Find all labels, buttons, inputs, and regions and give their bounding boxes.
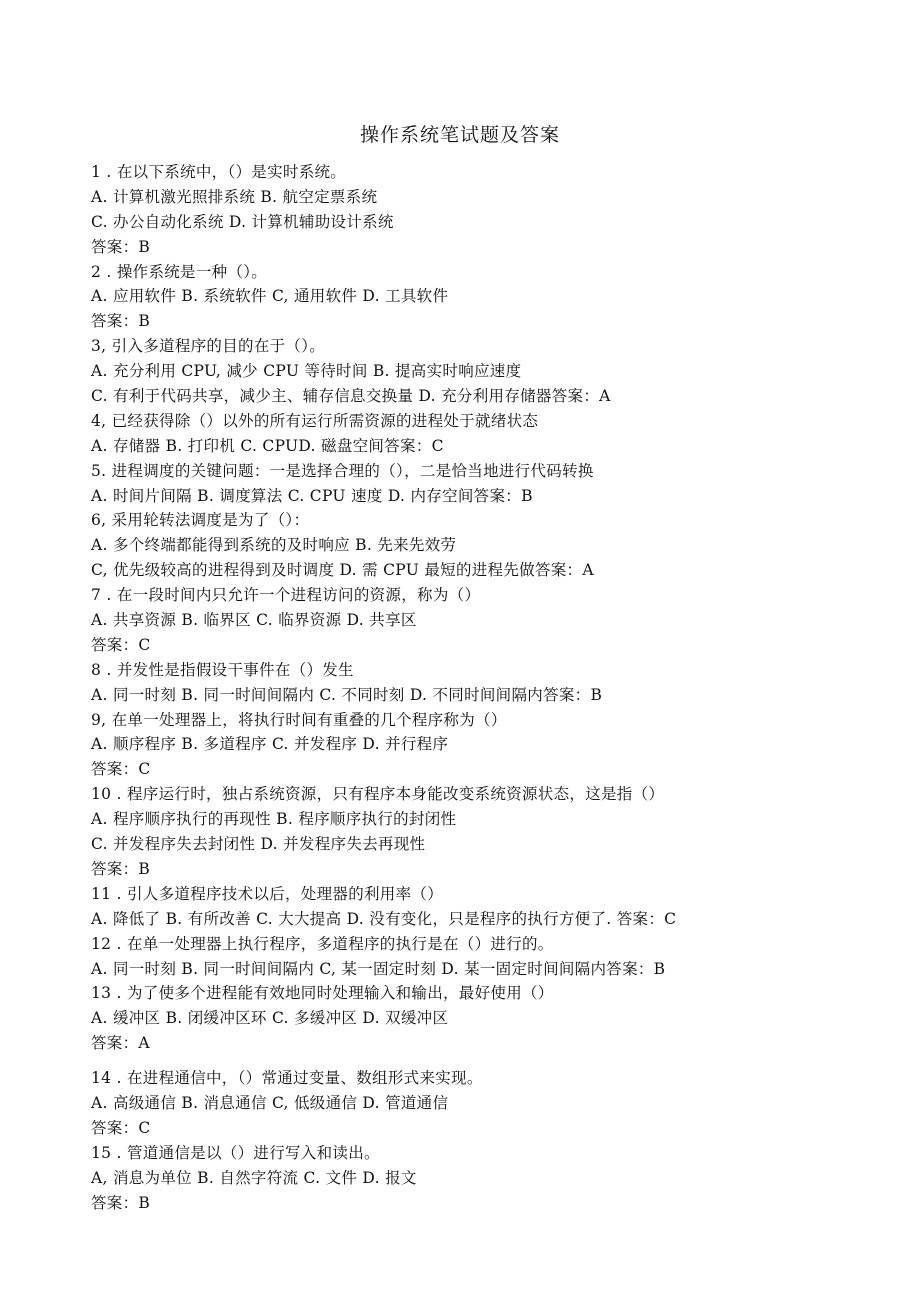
question-10-options-cd: C. 并发程序失去封闭性 D. 并发程序失去再现性 — [91, 835, 426, 854]
question-6-stem: 6, 采用轮转法调度是为了（）： — [91, 511, 310, 530]
question-1-options-cd: C. 办公自动化系统 D. 计算机辅助设计系统 — [91, 212, 394, 231]
question-14-options: A. 高级通信 B. 消息通信 C, 低级通信 D. 管道通信 — [91, 1093, 449, 1112]
question-6-options-ab: A. 多个终端都能得到系统的及时响应 B. 先来先效劳 — [91, 536, 457, 555]
question-1-answer: 答案：B — [91, 237, 151, 256]
question-10-options-ab: A. 程序顺序执行的再现性 B. 程序顺序执行的封闭性 — [91, 810, 457, 829]
question-11-stem: 11 . 引人多道程序技术以后，处理器的利用率（） — [91, 884, 444, 903]
question-6-options-cd-answer: C, 优先级较高的进程得到及时调度 D. 需 CPU 最短的进程先做答案：A — [91, 561, 594, 580]
question-7-answer: 答案：C — [91, 635, 151, 654]
question-4-stem: 4, 已经获得除（）以外的所有运行所需资源的进程处于就绪状态 — [91, 411, 539, 430]
question-11-options-answer: A. 降低了 B. 有所改善 C. 大大提高 D. 没有变化，只是程序的执行方便了. 答案：C — [91, 909, 677, 928]
question-9-answer: 答案：C — [91, 760, 151, 779]
question-7-options: A. 共享资源 B. 临界区 C. 临界资源 D. 共享区 — [91, 611, 417, 630]
question-9-options: A. 顺序程序 B. 多道程序 C. 并发程序 D. 并行程序 — [91, 735, 449, 754]
question-3-options-cd-answer: C. 有利于代码共享，减少主、辅存信息交换量 D. 充分利用存储器答案：A — [91, 387, 611, 406]
question-9-stem: 9, 在单一处理器上，将执行时间有重叠的几个程序称为（） — [91, 710, 507, 729]
question-13-stem: 13 . 为了使多个进程能有效地同时处理输入和输出，最好使用（） — [91, 984, 554, 1003]
question-2-stem: 2 . 操作系统是一种（）。 — [91, 262, 268, 281]
question-1-options-ab: A. 计算机激光照排系统 B. 航空定票系统 — [91, 187, 378, 206]
question-3-stem: 3, 引入多道程序的目的在于（）。 — [91, 337, 326, 356]
question-15-options: A, 消息为单位 B. 自然字符流 C. 文件 D. 报文 — [91, 1168, 417, 1187]
question-13-answer: 答案：A — [91, 1034, 150, 1053]
question-4-options-answer: A. 存储器 B. 打印机 C. CPUD. 磁盘空间答案：C — [91, 436, 444, 455]
question-8-options-answer: A. 同一时刻 B. 同一时间间隔内 C. 不同时刻 D. 不同时间间隔内答案：B — [91, 685, 603, 704]
question-15-answer: 答案：B — [91, 1193, 151, 1212]
question-2-options: A. 应用软件 B. 系统软件 C, 通用软件 D. 工具软件 — [91, 287, 449, 306]
question-13-options: A. 缓冲区 B. 闭缓冲区环 C. 多缓冲区 D. 双缓冲区 — [91, 1009, 449, 1028]
question-10-answer: 答案：B — [91, 859, 151, 878]
question-list — [91, 160, 891, 1215]
question-15-stem: 15 . 管道通信是以（）进行写入和读出。 — [91, 1143, 380, 1162]
question-10-stem: 10 . 程序运行时，独占系统资源，只有程序本身能改变系统资源状态，这是指（） — [91, 785, 665, 804]
question-7-stem: 7 . 在一段时间内只允许一个进程访问的资源，称为（） — [91, 586, 481, 605]
page-title: 操作系统笔试题及答案 — [359, 124, 560, 146]
question-5-stem: 5. 进程调度的关键问题：一是选择合理的（），二是恰当地进行代码转换 — [91, 461, 594, 480]
question-8-stem: 8 . 并发性是指假设干事件在（）发生 — [91, 660, 354, 679]
question-12-options-answer: A. 同一时刻 B. 同一时间间隔内 C, 某一固定时刻 D. 某一固定时间间隔内答案：B — [91, 959, 666, 978]
question-1-stem: 1 . 在以下系统中，（）是实时系统。 — [91, 163, 347, 181]
question-14-answer: 答案：C — [91, 1118, 151, 1137]
question-5-options-answer: A. 时间片间隔 B. 调度算法 C. CPU 速度 D. 内存空间答案：B — [91, 486, 533, 505]
question-3-options-ab: A. 充分利用 CPU, 减少 CPU 等待时间 B. 提高实时响应速度 — [91, 362, 522, 381]
question-14-stem: 14 . 在进程通信中，（）常通过变量、数组形式来实现。 — [91, 1069, 483, 1088]
question-12-stem: 12 . 在单一处理器上执行程序，多道程序的执行是在（）进行的。 — [91, 934, 554, 953]
question-2-answer: 答案：B — [91, 312, 151, 331]
